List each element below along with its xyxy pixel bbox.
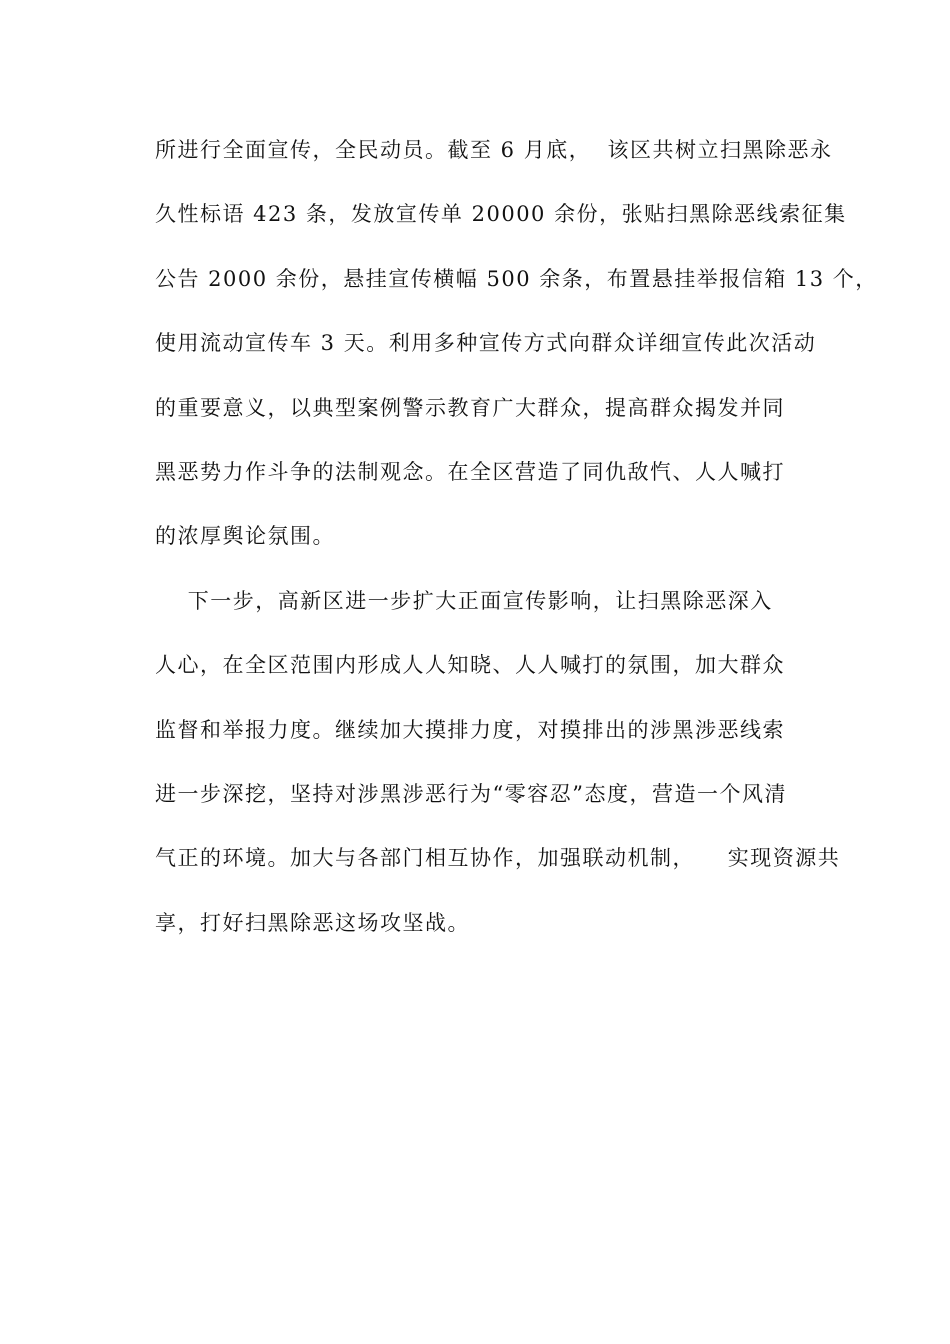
- text-line: 久性标语 423 条，发放宣传单 20000 余份，张贴扫黑除恶线索征集: [155, 202, 847, 227]
- text-line: 所进行全面宣传，全民动员。截至 6 月底， 该区共树立扫黑除恶永: [155, 138, 833, 162]
- text-line: 的浓厚舆论氛围。: [155, 524, 335, 549]
- text-line: 下一步，高新区进一步扩大正面宣传影响，让扫黑除恶深入: [155, 588, 773, 613]
- text-line: 进一步深挖，坚持对涉黑涉恶行为“零容忍”态度，营造一个风清: [155, 781, 787, 806]
- text-line: 人心，在全区范围内形成人人知晓、人人喊打的氛围，加大群众: [155, 653, 785, 678]
- text-line: 监督和举报力度。继续加大摸排力度，对摸排出的涉黑涉恶线索: [155, 717, 785, 742]
- text-line: 公告 2000 余份，悬挂宣传横幅 500 余条，布置悬挂举报信箱 13 个，: [155, 266, 878, 291]
- text-line: 黑恶势力作斗争的法制观念。在全区营造了同仇敌忾、人人喊打: [155, 459, 785, 484]
- paragraph-1: [155, 127, 878, 578]
- paragraph-2: [155, 578, 841, 964]
- text-line: 享，打好扫黑除恶这场攻坚战。: [155, 910, 470, 935]
- text-line: 气正的环境。加大与各部门相互协作，加强联动机制， 实现资源共: [155, 846, 841, 871]
- text-line: 使用流动宣传车 3 天。利用多种宣传方式向群众详细宣传此次活动: [155, 331, 817, 356]
- text-line: 的重要意义，以典型案例警示教育广大群众，提高群众揭发并同: [155, 395, 785, 420]
- document-body: [155, 127, 878, 964]
